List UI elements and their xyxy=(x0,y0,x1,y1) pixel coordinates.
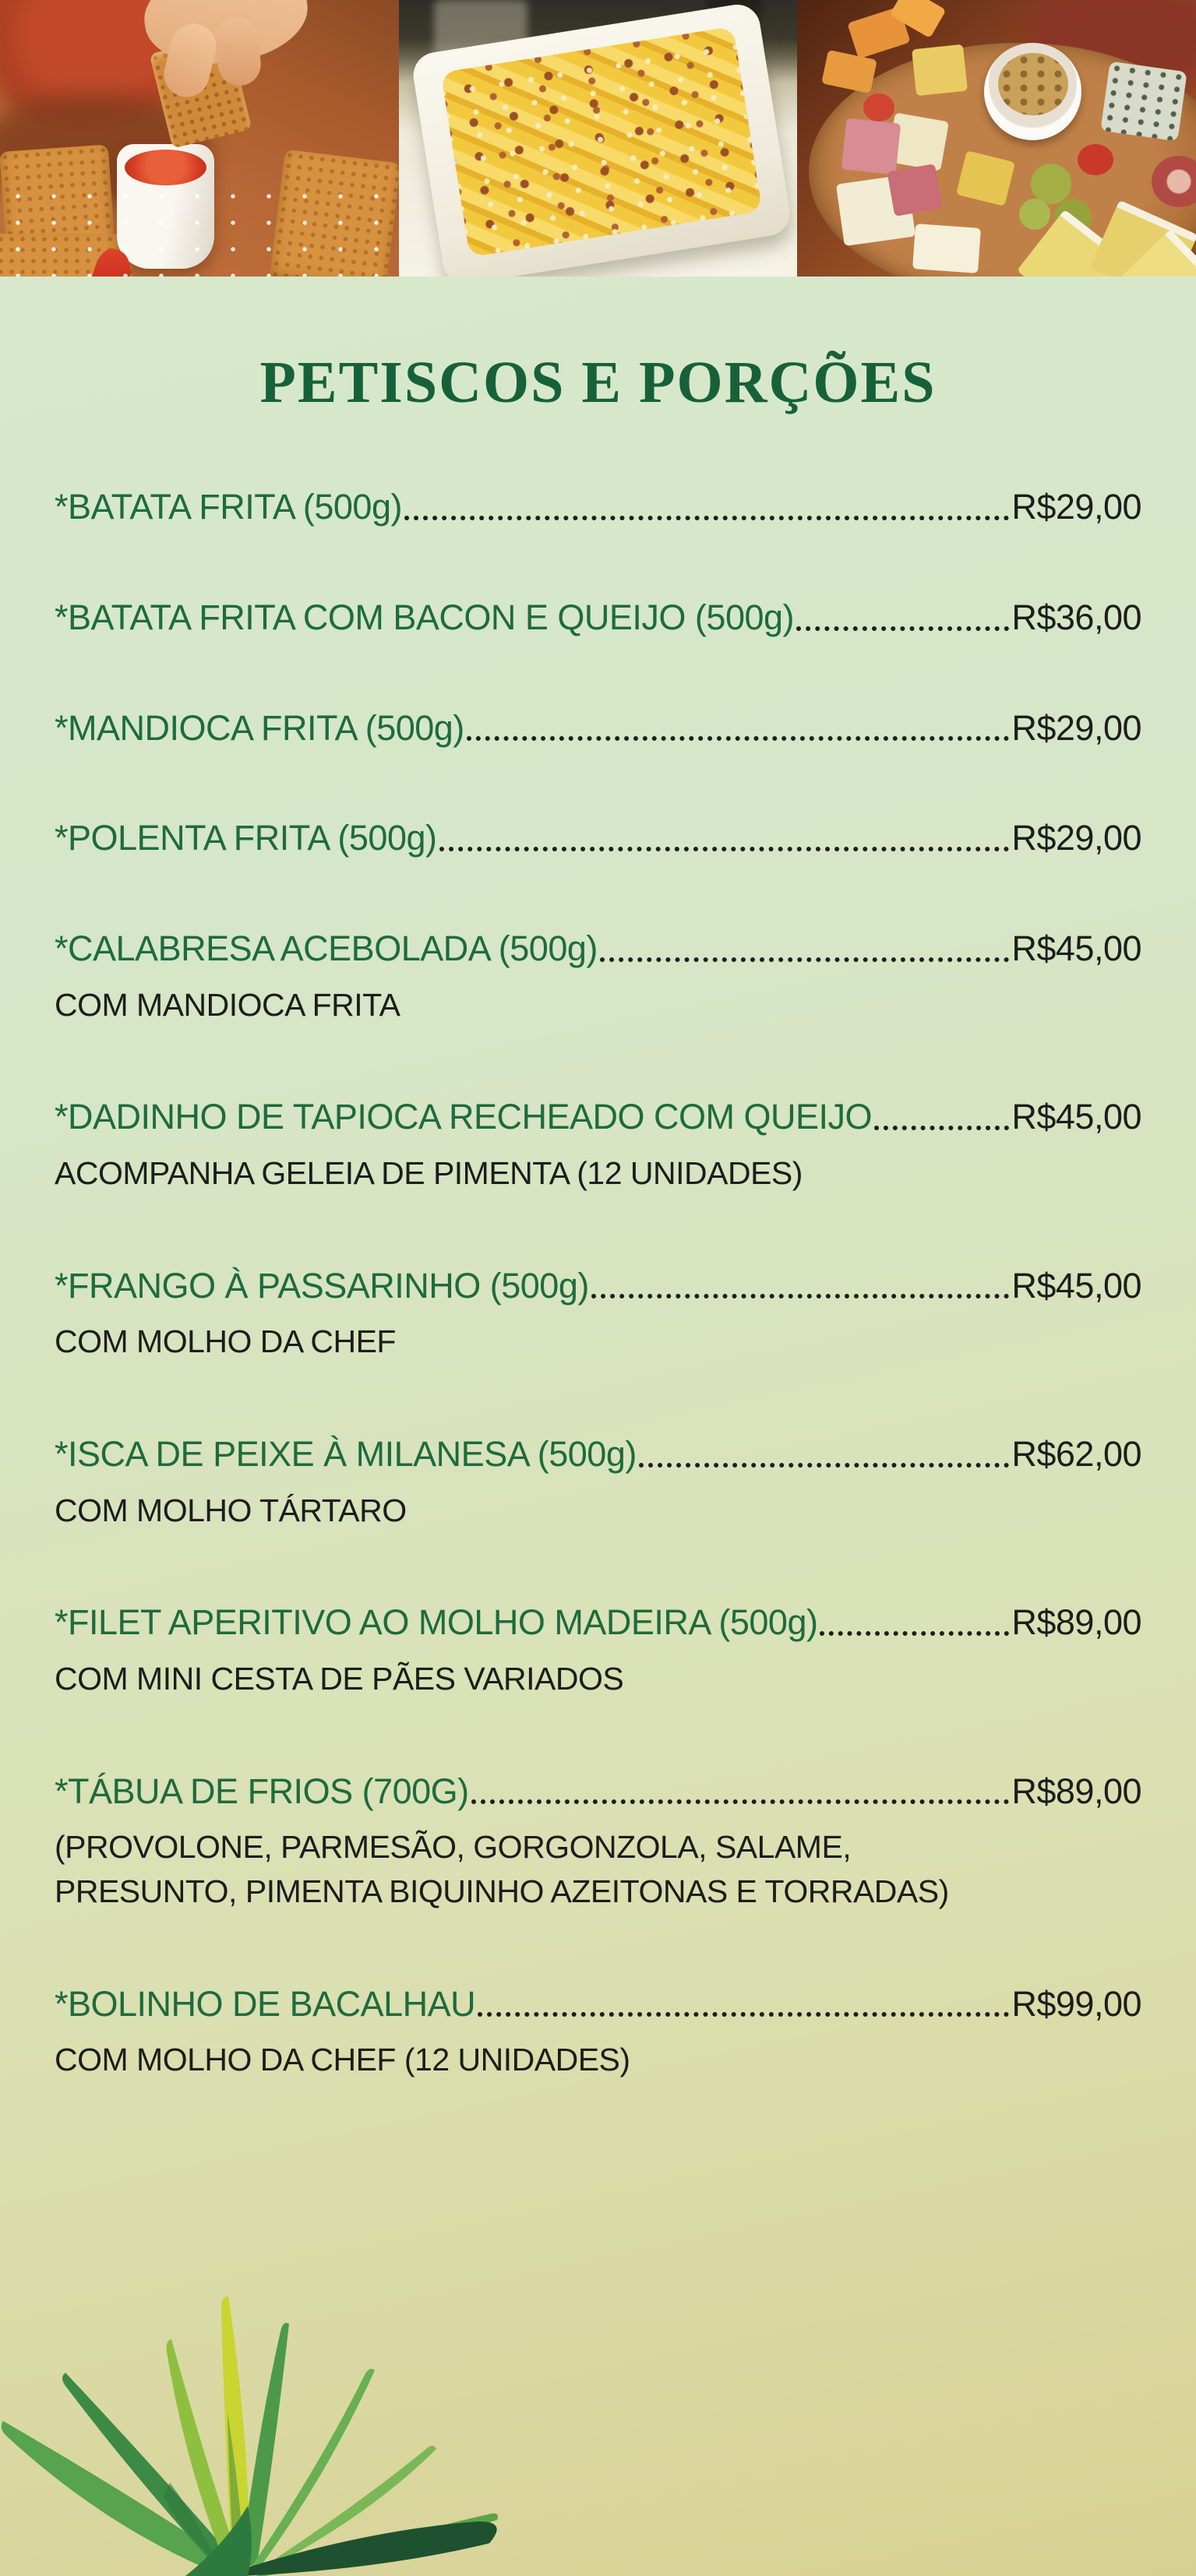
item-price: R$89,00 xyxy=(1011,1771,1141,1811)
ham-cube xyxy=(841,118,901,175)
item-name: *FRANGO À PASSARINHO (500g) xyxy=(55,1265,589,1306)
item-name: *BATATA FRITA COM BACON E QUEIJO (500g) xyxy=(55,597,795,637)
item-price: R$29,00 xyxy=(1011,707,1141,748)
item-price: R$62,00 xyxy=(1011,1433,1141,1474)
menu-item xyxy=(55,708,1141,749)
dot-leader xyxy=(471,1799,1010,1804)
menu-item xyxy=(55,818,1141,858)
green-olive xyxy=(1031,164,1071,204)
item-name: *DADINHO DE TAPIOCA RECHEADO COM QUEIJO xyxy=(55,1097,872,1137)
item-note: COM MINI CESTA DE PÃES VARIADOS xyxy=(55,1661,624,1697)
item-note: COM MANDIOCA FRITA xyxy=(55,986,400,1023)
orange-cheese-wedge xyxy=(821,50,877,93)
croutons xyxy=(998,53,1068,115)
menu-item xyxy=(55,929,1141,1027)
menu-item xyxy=(55,1602,1141,1700)
photo-cold-cuts-board xyxy=(797,0,1196,277)
item-name: *CALABRESA ACEBOLADA (500g) xyxy=(55,929,598,968)
item-price: R$89,00 xyxy=(1011,1602,1141,1643)
item-price: R$29,00 xyxy=(1011,818,1141,858)
white-cheese-cube xyxy=(912,224,981,273)
item-name: *BATATA FRITA (500g) xyxy=(55,487,402,527)
item-note: COM MOLHO DA CHEF (12 UNIDADES) xyxy=(55,2042,630,2078)
menu-item xyxy=(55,1097,1141,1195)
menu-item xyxy=(55,1266,1141,1364)
ham-cube xyxy=(887,164,943,217)
item-note: COM MOLHO TÁRTARO xyxy=(55,1492,407,1528)
photo-fried-tapioca-cubes-dip xyxy=(0,0,399,277)
item-price: R$45,00 xyxy=(1011,1097,1141,1137)
item-price: R$45,00 xyxy=(1011,1265,1141,1306)
menu-item-list xyxy=(55,487,1141,2082)
dot-leader xyxy=(439,847,1010,851)
item-name: *POLENTA FRITA (500g) xyxy=(55,818,437,858)
photo-strip xyxy=(0,0,1196,277)
item-name: *FILET APERITIVO AO MOLHO MADEIRA (500g) xyxy=(55,1602,818,1643)
blue-cheese xyxy=(1101,61,1188,141)
yellow-cheese-cube xyxy=(912,44,968,97)
item-price: R$29,00 xyxy=(1011,487,1141,527)
page-title: PETISCOS E PORÇÕES xyxy=(259,350,937,415)
item-price: R$99,00 xyxy=(1011,1983,1141,2024)
item-price: R$36,00 xyxy=(1011,597,1141,637)
dot-leader xyxy=(796,626,1009,631)
menu-item xyxy=(55,597,1141,638)
item-note: COM MOLHO DA CHEF xyxy=(55,1323,396,1360)
dot-leader xyxy=(467,736,1010,741)
menu-item xyxy=(55,487,1141,527)
menu-item xyxy=(55,1984,1141,2082)
item-price: R$45,00 xyxy=(1011,929,1141,968)
dot-leader xyxy=(874,1126,1009,1130)
dot-leader xyxy=(639,1463,1010,1468)
dot-leader xyxy=(404,516,1009,520)
dot-leader xyxy=(591,1294,1010,1299)
dot-leader xyxy=(478,2012,1009,2017)
menu-item xyxy=(55,1771,1141,1914)
dot-leader xyxy=(820,1631,1009,1636)
salt-grains xyxy=(0,183,399,277)
item-name: *BOLINHO DE BACALHAU xyxy=(55,1983,476,2024)
item-note: ACOMPANHA GELEIA DE PIMENTA (12 UNIDADES) xyxy=(55,1155,803,1192)
item-name: *ISCA DE PEIXE À MILANESA (500g) xyxy=(55,1433,637,1474)
item-name: *TÁBUA DE FRIOS (700G) xyxy=(55,1771,469,1811)
item-note: (PROVOLONE, PARMESÃO, GORGONZOLA, SALAME, PRESUNTO, PIMENTA BIQUINHO AZEITONAS E TORRADAS) xyxy=(55,1829,949,1909)
photo-fries-bacon-cheese xyxy=(399,0,798,277)
item-name: *MANDIOCA FRITA (500g) xyxy=(55,707,464,748)
menu-item xyxy=(55,1434,1141,1532)
pepper-jelly-dip xyxy=(125,150,206,185)
dot-leader xyxy=(600,957,1010,962)
agave-plant-illustration xyxy=(0,2249,544,2576)
